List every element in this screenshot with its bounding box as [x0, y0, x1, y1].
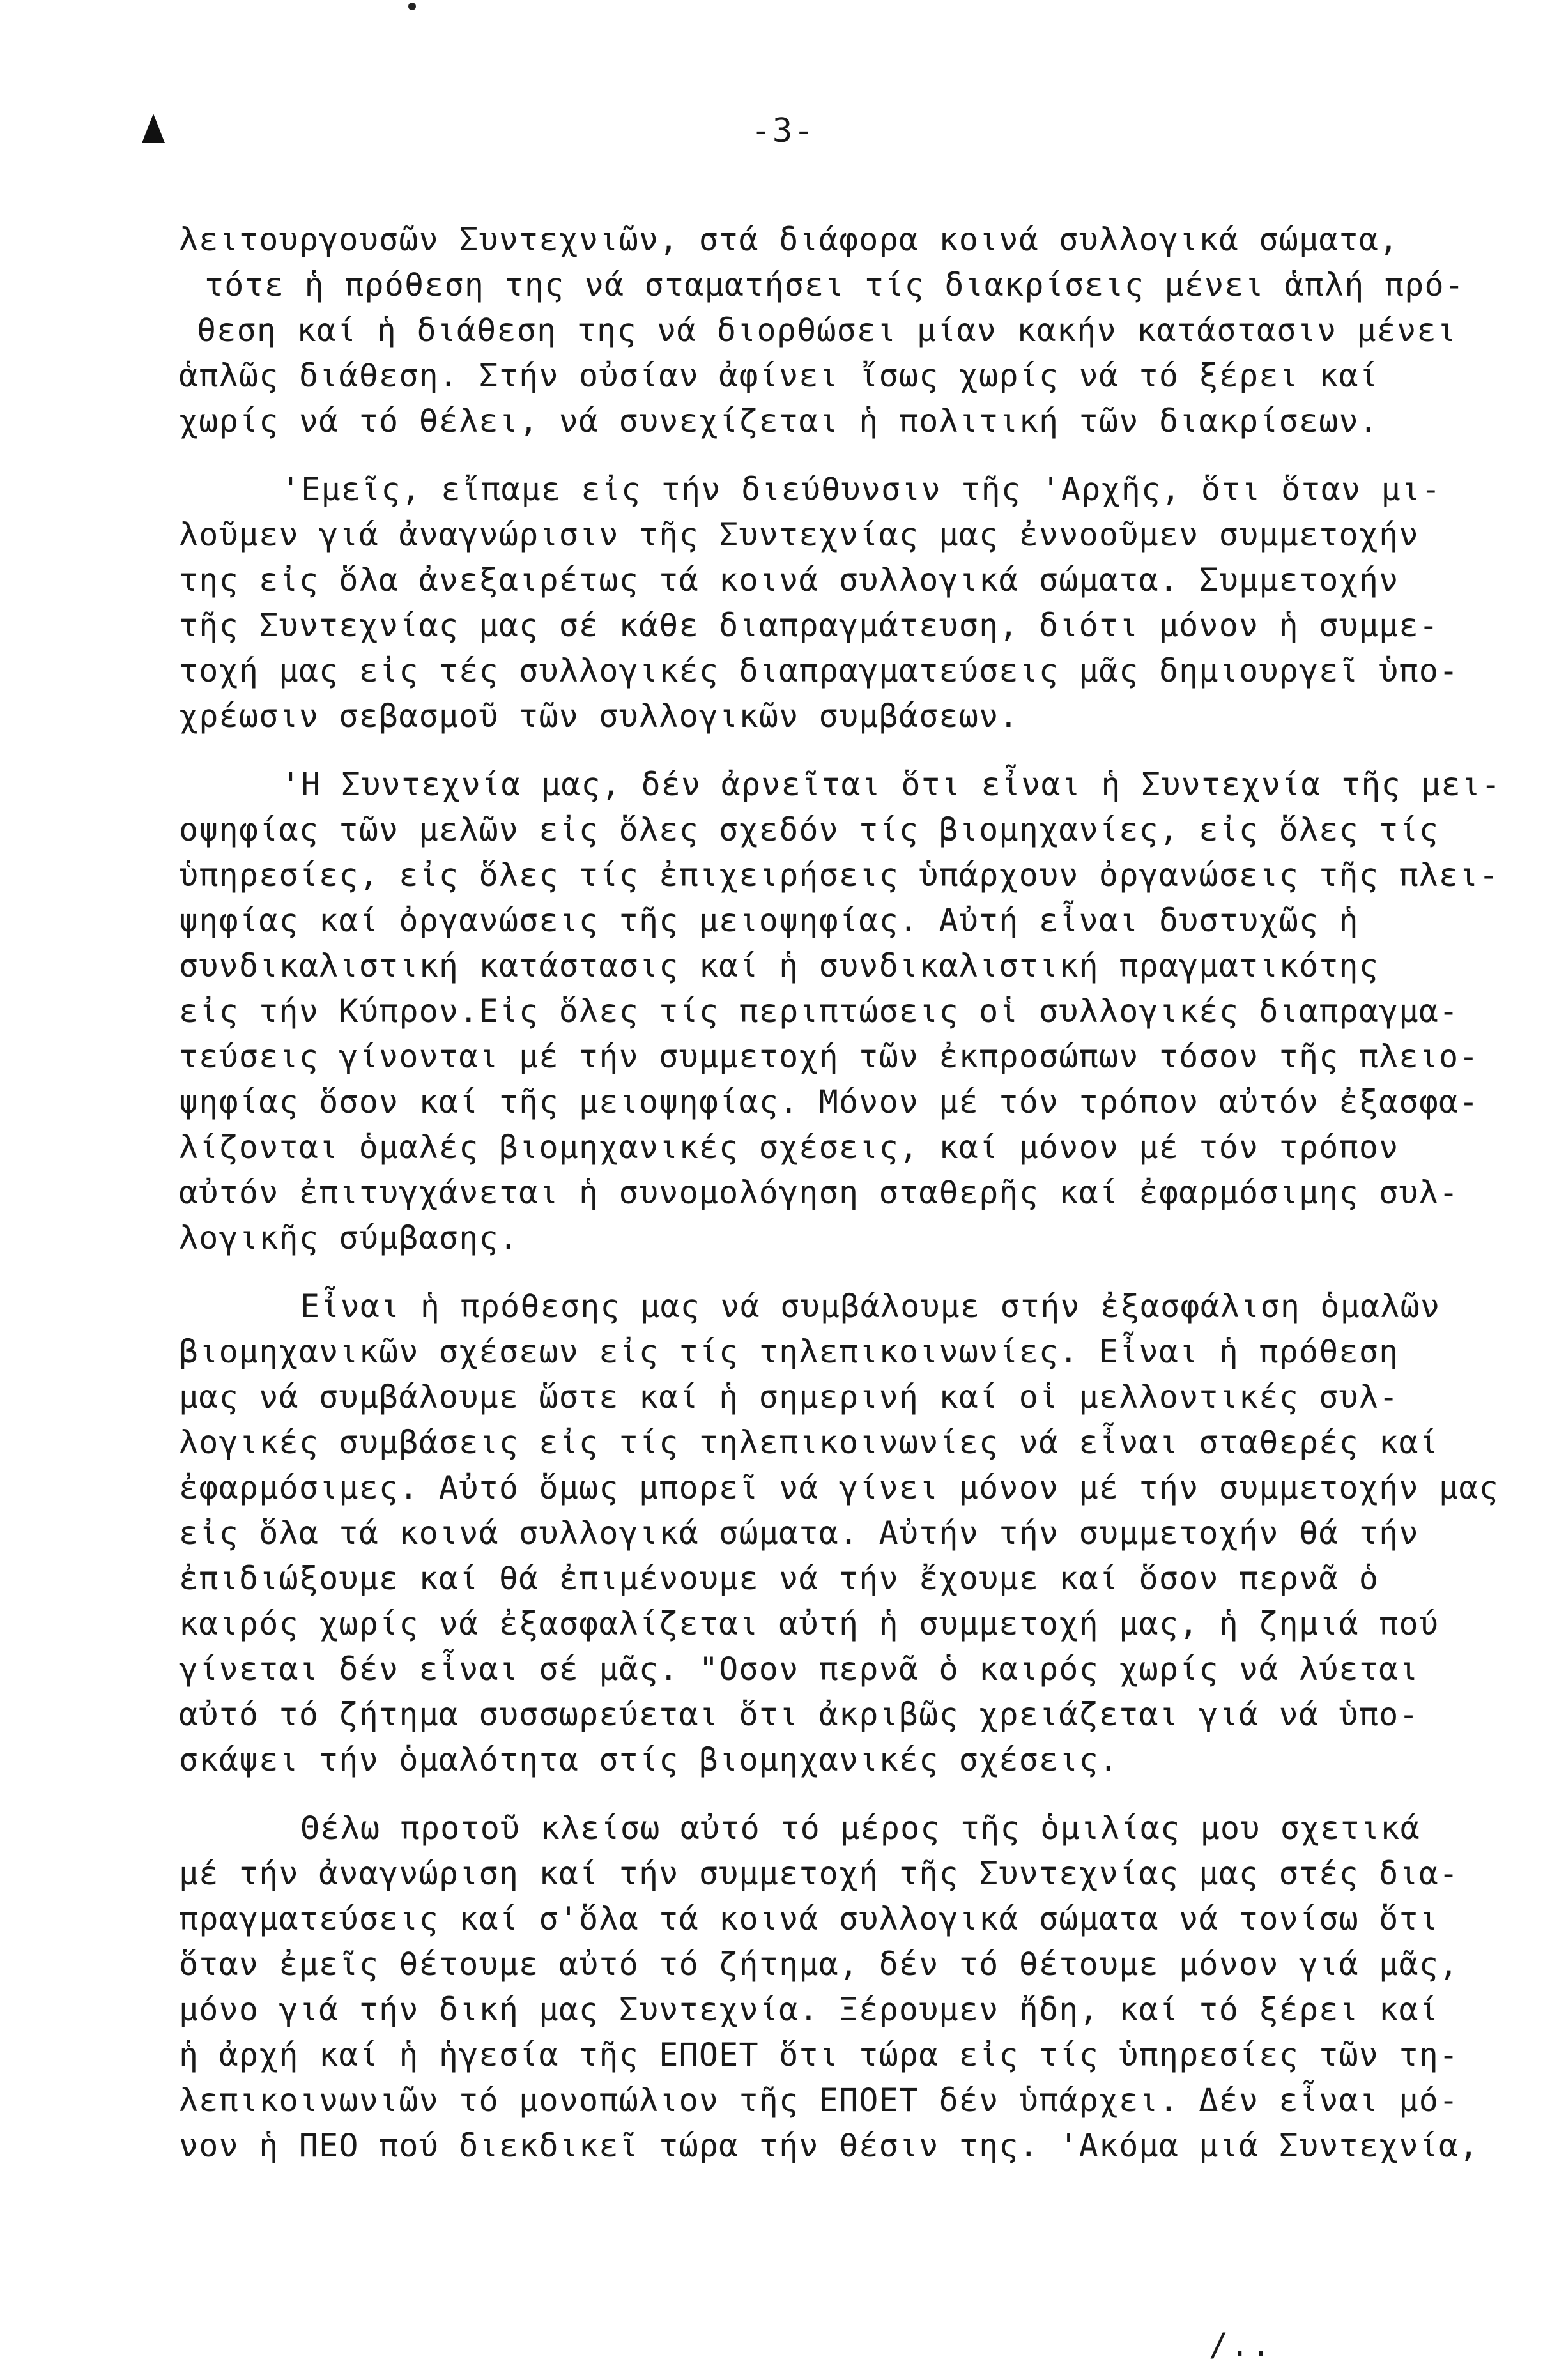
text-line: εἰς τήν Κύπρον.Εἰς ὅλες τίς περιπτώσεις οἱ συλλογικές διαπραγμα- — [179, 993, 1459, 1030]
page-number: -3- — [751, 112, 815, 150]
paragraph — [179, 1806, 1482, 2169]
text-line: χωρίς νά τό θέλει, νά συνεχίζεται ἡ πολιτική τῶν διακρίσεων. — [179, 402, 1379, 439]
text-line: οψηφίας τῶν μελῶν εἰς ὅλες σχεδόν τίς βιομηχανίες, εἰς ὅλες τίς — [179, 811, 1439, 848]
paragraph-gap — [179, 1261, 1482, 1284]
text-line: αὐτό τό ζήτημα συσσωρεύεται ὅτι ἀκριβῶς χρειάζεται γιά νά ὑπο- — [179, 1696, 1419, 1733]
text-line: τότε ἡ πρόθεση της νά σταματήσει τίς διακρίσεις μένει ἁπλή πρό- — [204, 266, 1465, 303]
text-line: σκάψει τήν ὁμαλότητα στίς βιομηχανικές σχέσεις. — [179, 1741, 1119, 1778]
text-line: νον ἡ ΠΕΟ πού διεκδικεῖ τώρα τήν θέσιν της. 'Ακόμα μιά Συντεχνία, — [179, 2127, 1479, 2164]
text-line: ἡ ἀρχή καί ἡ ἡγεσία τῆς ΕΠΟΕΤ ὅτι τώρα εἰς τίς ὑπηρεσίες τῶν τη- — [179, 2036, 1459, 2073]
text-line: 'Η Συντεχνία μας, δέν ἀρνεῖται ὅτι εἶναι ἡ Συντεχνία τῆς μει- — [281, 766, 1501, 803]
text-line: θεση καί ἡ διάθεση της νά διορθώσει μίαν κακήν κατάστασιν μένει — [197, 312, 1457, 349]
text-line: τοχή μας εἰς τές συλλογικές διαπραγματεύσεις μᾶς δημιουργεῖ ὑπο- — [179, 652, 1459, 689]
paragraph-gap — [179, 444, 1482, 467]
text-line: 'Εμεῖς, εἴπαμε εἰς τήν διεύθυνσιν τῆς 'Αρχῆς, ὅτι ὅταν μι- — [281, 471, 1441, 508]
text-line: λίζονται ὁμαλές βιομηχανικές σχέσεις, καί μόνον μέ τόν τρόπον — [179, 1129, 1399, 1166]
text-line: ἐφαρμόσιμες. Αὐτό ὅμως μπορεῖ νά γίνει μόνον μέ τήν συμμετοχήν μας — [179, 1469, 1499, 1506]
text-line: λογικές συμβάσεις εἰς τίς τηλεπικοινωνίες νά εἶναι σταθερές καί — [179, 1424, 1439, 1461]
paragraph — [179, 762, 1501, 1261]
continuation-mark: /.. — [1209, 2326, 1273, 2363]
paragraph-gap — [179, 739, 1482, 762]
page-speck-dot — [408, 3, 416, 10]
paragraph — [179, 1284, 1499, 1783]
text-line: συνδικαλιστική κατάστασις καί ἡ συνδικαλιστική πραγματικότης — [179, 947, 1379, 984]
text-line: λειτουργουσῶν Συντεχνιῶν, στά διάφορα κοινά συλλογικά σώματα, — [179, 221, 1399, 258]
text-line: καιρός χωρίς νά ἐξασφαλίζεται αὐτή ἡ συμμετοχή μας, ἡ ζημιά πού — [179, 1605, 1439, 1642]
body-text — [179, 217, 1501, 2169]
text-line: ψηφίας καί ὀργανώσεις τῆς μειοψηφίας. Αὐτή εἶναι δυστυχῶς ἡ — [179, 902, 1359, 939]
text-line: ὅταν ἐμεῖς θέτουμε αὐτό τό ζήτημα, δέν τό θέτουμε μόνον γιά μᾶς, — [179, 1946, 1459, 1983]
text-line: λογικῆς σύμβασης. — [179, 1219, 519, 1256]
text-line: λεπικοινωνιῶν τό μονοπώλιον τῆς ΕΠΟΕΤ δέν ὑπάρχει. Δέν εἶναι μό- — [179, 2082, 1459, 2119]
text-line: μόνο γιά τήν δική μας Συντεχνία. Ξέρουμεν ἤδη, καί τό ξέρει καί — [179, 1991, 1439, 2028]
text-line: ἐπιδιώξουμε καί θά ἐπιμένουμε νά τήν ἔχουμε καί ὅσον περνᾶ ὁ — [179, 1560, 1379, 1597]
text-line: της εἰς ὅλα ἀνεξαιρέτως τά κοινά συλλογικά σώματα. Συμμετοχήν — [179, 561, 1399, 599]
text-line: λοῦμεν γιά ἀναγνώρισιν τῆς Συντεχνίας μας ἐννοοῦμεν συμμετοχήν — [179, 516, 1419, 553]
paragraph-gap — [179, 1783, 1482, 1806]
text-line: τεύσεις γίνονται μέ τήν συμμετοχή τῶν ἐκπροσώπων τόσον τῆς πλειο- — [179, 1038, 1479, 1075]
text-line: αὐτόν ἐπιτυγχάνεται ἡ συνομολόγηση σταθερῆς καί ἐφαρμόσιμης συλ- — [179, 1174, 1459, 1211]
text-line: Εἶναι ἡ πρόθεσης μας νά συμβάλουμε στήν ἐξασφάλιση ὁμαλῶν — [300, 1288, 1441, 1325]
text-line: Θέλω προτοῦ κλείσω αὐτό τό μέρος τῆς ὁμιλίας μου σχετικά — [300, 1810, 1420, 1847]
text-line: βιομηχανικῶν σχέσεων εἰς τίς τηλεπικοινωνίες. Εἶναι ἡ πρόθεση — [179, 1333, 1399, 1370]
text-line: πραγματεύσεις καί σ'ὅλα τά κοινά συλλογικά σώματα νά τονίσω ὅτι — [179, 1900, 1439, 1937]
text-line: γίνεται δέν εἶναι σέ μᾶς. "Οσον περνᾶ ὁ καιρός χωρίς νά λύεται — [179, 1651, 1419, 1688]
paragraph — [179, 467, 1482, 739]
text-line: μας νά συμβάλουμε ὥστε καί ἡ σημερινή καί οἱ μελλοντικές συλ- — [179, 1378, 1399, 1415]
paragraph — [179, 217, 1482, 444]
text-line: εἰς ὅλα τά κοινά συλλογικά σώματα. Αὐτήν τήν συμμετοχήν θά τήν — [179, 1514, 1419, 1552]
text-line: μέ τήν ἀναγνώριση καί τήν συμμετοχή τῆς Συντεχνίας μας στές δια- — [179, 1855, 1459, 1892]
text-line: ἁπλῶς διάθεση. Στήν οὐσίαν ἀφίνει ἴσως χωρίς νά τό ξέρει καί — [179, 357, 1379, 394]
text-line: τῆς Συντεχνίας μας σέ κάθε διαπραγμάτευση, διότι μόνον ἡ συμμε- — [179, 607, 1439, 644]
text-line: ὑπηρεσίες, εἰς ὅλες τίς ἐπιχειρήσεις ὑπάρχουν ὀργανώσεις τῆς πλει- — [179, 857, 1499, 894]
text-line: ψηφίας ὅσον καί τῆς μειοψηφίας. Μόνον μέ τόν τρόπον αὐτόν ἐξασφα- — [179, 1083, 1479, 1120]
text-line: χρέωσιν σεβασμοῦ τῶν συλλογικῶν συμβάσεων. — [179, 698, 1019, 735]
